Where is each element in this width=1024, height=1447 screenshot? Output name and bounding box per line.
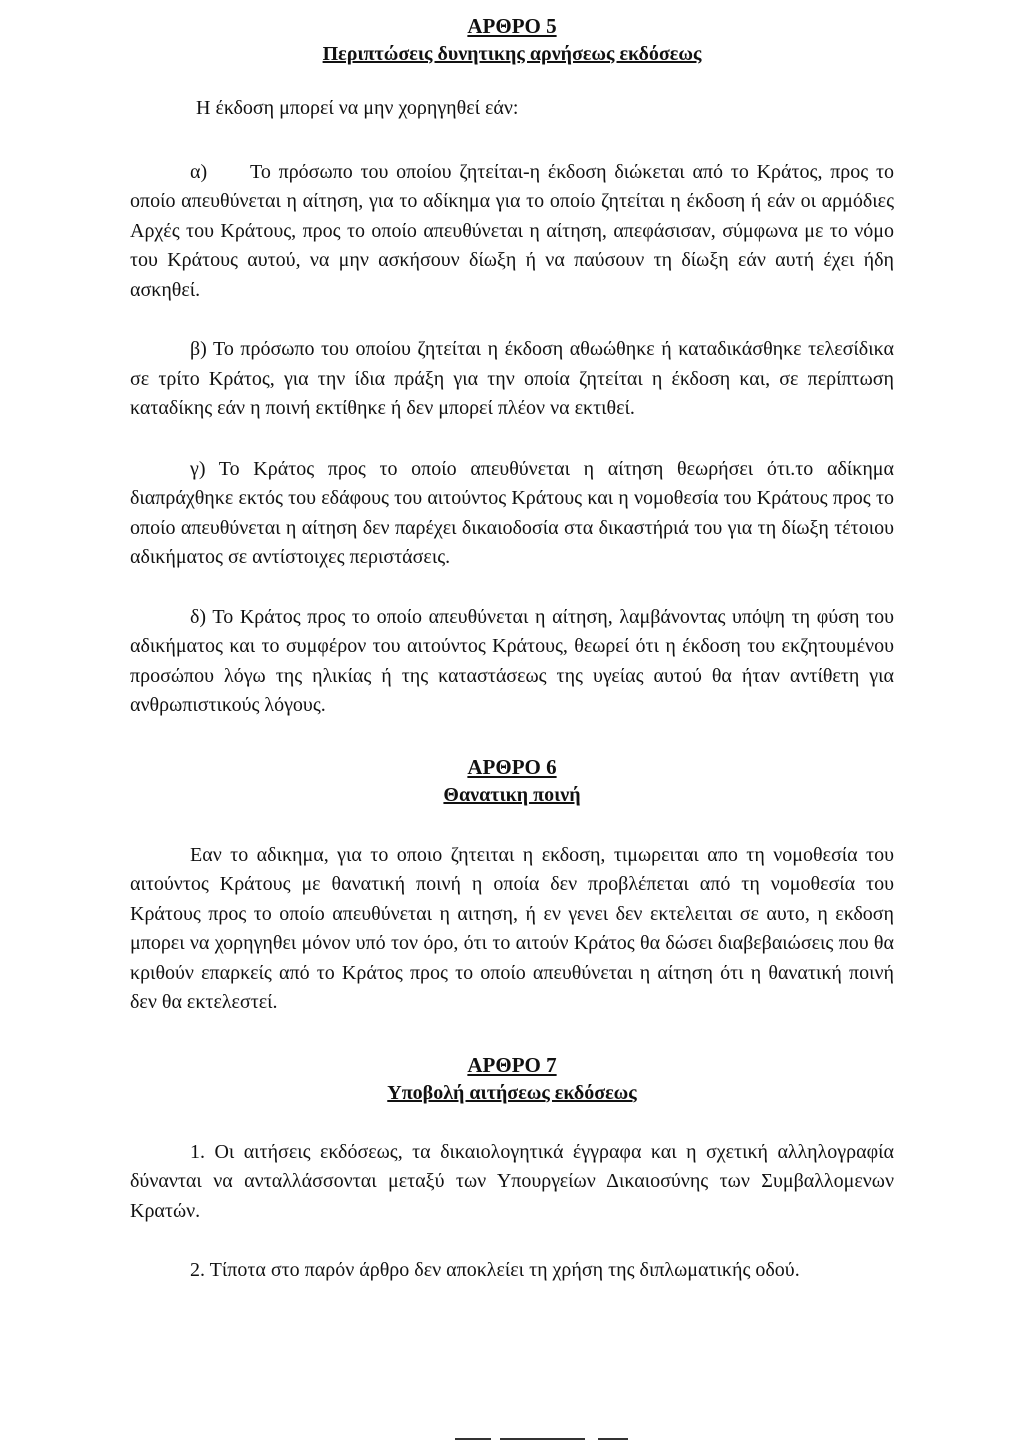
- article-5-item-a-body: Το πρόσωπο του οποίου ζητείται-η έκδοση διώκεται από το Κράτος, προς το οποίο απευθύνεται η αίτηση, για το αδίκημα για το οποίο ζητείται η έκδοση ή εάν οι αρμόδιες Αρχές του Κράτους, προς το οποίο απευθύνεται η αίτηση, απεφάσισαν, σύμφωνα με το νόμο του Κράτους αυτού, να μην ασκήσουν δίωξη ή να παύσουν τη δίωξη εάν αυτή έχει ήδη ασκηθεί.: [130, 160, 894, 301]
- article-7-number: ΑΡΘΡΟ 7: [467, 1052, 557, 1077]
- footer-rule-3: [598, 1438, 628, 1440]
- document-page: [130, 12, 894, 1286]
- article-7-paragraph-1: 1. Οι αιτήσεις εκδόσεως, τα δικαιολογητικά έγγραφα και η σχετική αλληλογραφία δύνανται να ανταλλάσσονται μεταξύ των Υπουργείων Δικαιοσύνης των Συμβαλλομενων Κρατών.: [130, 1140, 894, 1222]
- article-5-item-a-label: α): [190, 160, 208, 183]
- article-5-number: ΑΡΘΡΟ 5: [467, 14, 557, 38]
- article-6-number: ΑΡΘΡΟ 6: [467, 754, 557, 779]
- article-7-paragraph-2: 2. Τίποτα στο παρόν άρθρο δεν αποκλείει τη χρήση της διπλωματικής οδού.: [190, 1259, 800, 1281]
- article-5-item-b: β) Το πρόσωπο του οποίου ζητείται η έκδοση αθωώθηκε ή καταδικάσθηκε τελεσίδικα σε τρίτο Κράτος, για την ίδια πράξη για την οποία ζητείται η έκδοση και, σε περίπτωση καταδίκης εάν η ποινή εκτίθηκε ή δεν μπορεί πλέον να εκτιθεί.: [130, 338, 894, 419]
- article-5-item-d: δ) Το Κράτος προς το οποίο απευθύνεται η αίτηση, λαμβάνοντας υπόψη τη φύση του αδικήματος και το συμφέρον του αιτούντος Κράτους, θεωρεί ότι η έκδοση του εκζητουμένου προσώπου λόγω της ηλικίας ή της καταστάσεως της υγείας αυτού θα ήταν αντίθετη για ανθρωπιστικούς λόγους.: [130, 605, 894, 716]
- footer-rule-2: [500, 1438, 585, 1440]
- article-5-item-g: γ) Το Κράτος προς το οποίο απευθύνεται η αίτηση θεωρήσει ότι.το αδίκημα διαπράχθηκε εκτός του εδάφους του αιτούντος Κράτους και η νομοθεσία του Κράτους προς το οποίο απευθύνεται η αίτηση δεν παρέχει δικαιοδοσία στα δικαστήριά του για τη δίωξη τέτοιου αδικήματος σε αντίστοιχες περιστάσεις.: [130, 457, 894, 568]
- article-7-title: Υποβολή αιτήσεως εκδόσεως: [387, 1081, 637, 1104]
- article-6-title: Θανατικη ποινή: [443, 783, 581, 806]
- article-5-title: Περιπτώσεις δυνητικης αρνήσεως εκδόσεως: [322, 43, 702, 65]
- footer-rule-1: [455, 1438, 491, 1440]
- article-5-intro: Η έκδοση μπορεί να μην χορηγηθεί εάν:: [196, 97, 519, 119]
- article-5-item-a-text: [130, 158, 894, 306]
- article-6-text: Εαν το αδικημα, για το οποιο ζητειται η εκδοση, τιμωρειται απο τη νομοθεσία του αιτούντος Κράτους με θανατική ποινή η οποία δεν προβλέπεται από τη νομοθεσία του Κράτους προς το οποίο απευθύνεται η αιτηση, ή εν γενει δεν εκτελειται σε αυτο, η εκδοση μπορει να χορηγηθει μόνον υπό τον όρο, ότι το αιτούν Κράτος θα δώσει διαβεβαιώσεις που θα κριθούν επαρκείς από το Κράτος προς το οποίο απευθύνεται η αίτηση ότι η θανατική ποινή δεν θα εκτελεστεί.: [130, 843, 894, 1013]
- article-5-item-a: [130, 158, 894, 306]
